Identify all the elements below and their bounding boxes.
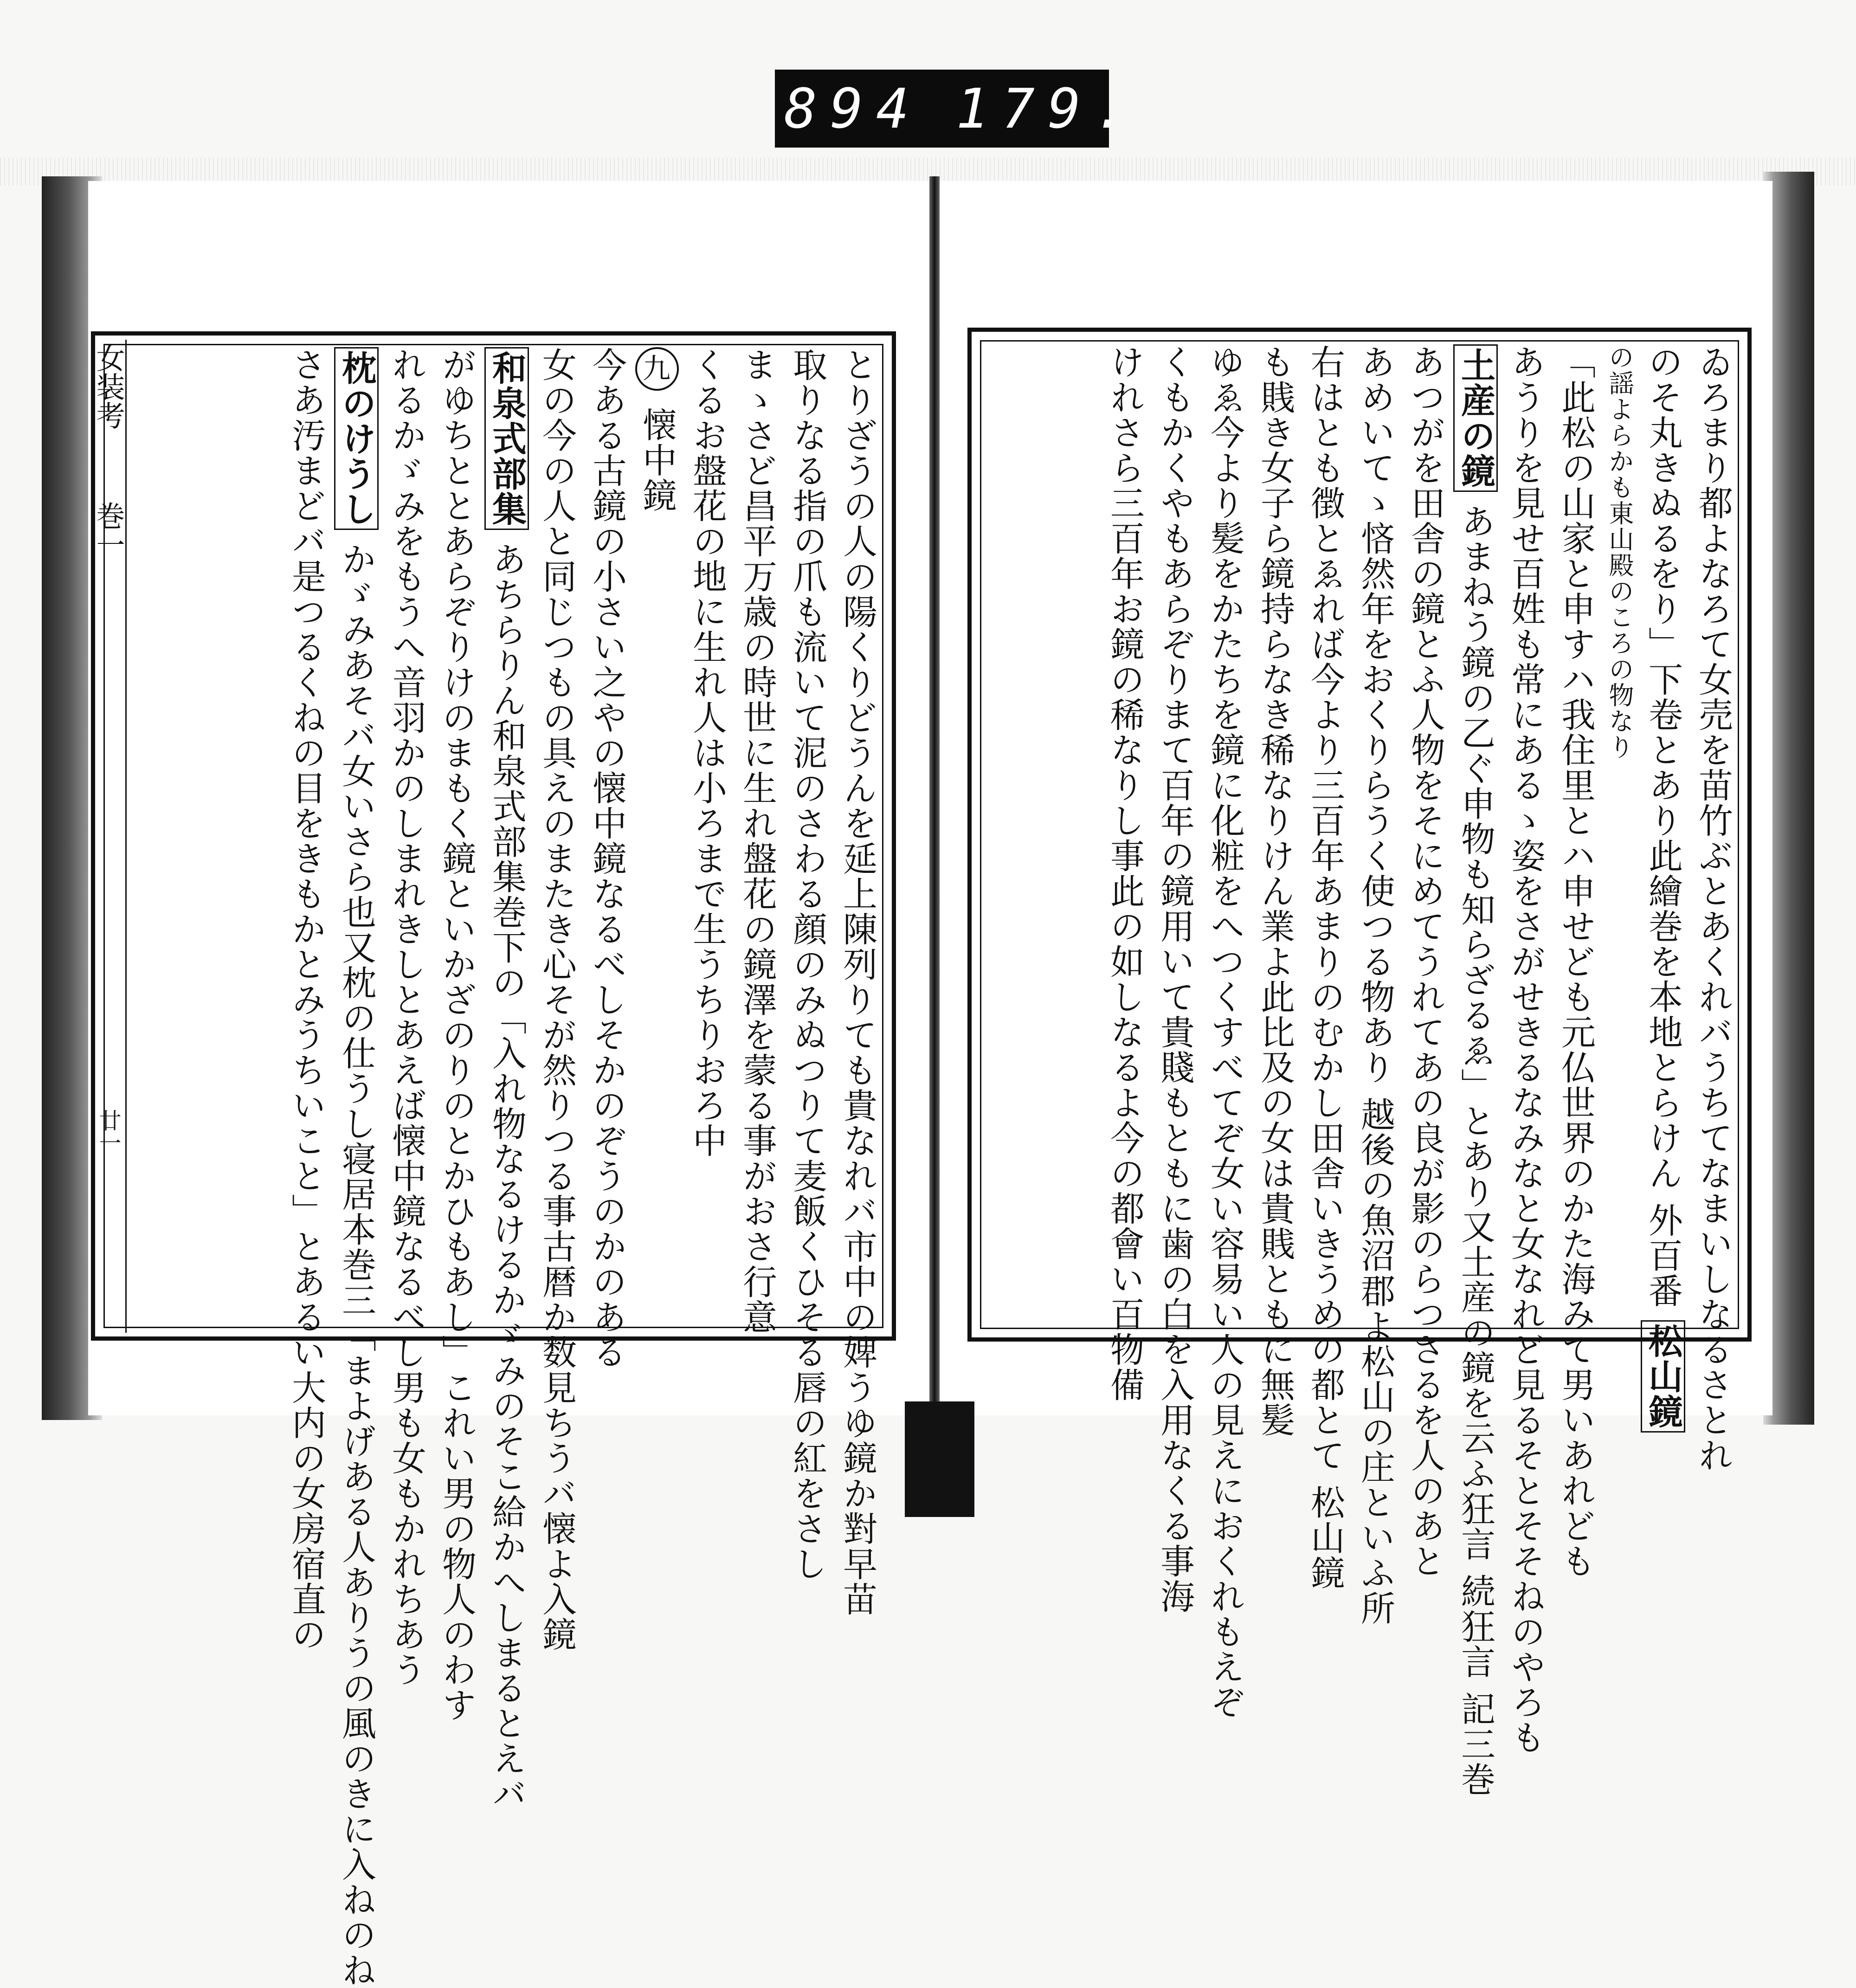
text-column: あうりを見せ百姓も常にあるゝ姿をさがせきるなみなと女なれど見るそとそそねのやろも <box>1506 344 1546 1755</box>
right-text-body <box>983 344 1738 1797</box>
text-column <box>331 347 381 1988</box>
text-column: くるお盤花の地に生れ人は小ろまで生うちりおろ中 <box>687 347 727 1158</box>
text-column: 「此松の山家と申すハ我住里とハ申せども元仏世界のかた海みて男いあれども <box>1556 344 1596 1579</box>
text-column <box>1450 344 1501 1797</box>
page-number: 廿一 <box>95 1109 121 1154</box>
margin-column <box>91 340 127 1333</box>
volume-label: 巻一 <box>91 501 125 559</box>
text-column: とりざうの人の陽くりどうんを延上陳列りても貴なれバ市中の婢うゆ鏡か對早苗 <box>838 347 877 1617</box>
gutter-clamp <box>905 1401 974 1517</box>
text-column: 右はとも徴とゑれば今より三百年あまりのむかし田舎いきうめの都とて 松山鏡 <box>1305 344 1345 1591</box>
text-column: ゐろまり都よなろて女売を苗竹ぶとあくれバうちてなまいしなるさとれ <box>1693 344 1733 1473</box>
book-title: 女装考 <box>91 343 125 430</box>
text-column: あつがを田舎の鏡とふ人物をそにめてうれてあの良が影のらつさるを人のあと <box>1405 344 1445 1579</box>
catalog-number-left: 894 <box>784 77 922 141</box>
text-column: くもかくやもあらぞりまて百年の鏡用いて貴賤もともに歯の白を入用なくる事海 <box>1155 344 1195 1614</box>
text-column: さあ汚まどバ是つるくねの目をきもかとみうちいこと」とあるい大内の女房宿直の <box>286 347 326 1652</box>
text-column <box>1638 344 1688 1430</box>
text-column <box>482 347 532 1812</box>
text-column: 女の今の人と同じつもの具えのまたき心そが然りつる事古暦か数見ちうバ懐よ入鏡 <box>537 347 577 1652</box>
boxed-title: 土産の鏡 <box>1453 344 1498 492</box>
book-gutter <box>929 176 940 1517</box>
text-column: あめいてゝ悋然年をおくりらうく使つる物あり 越後の魚沼郡よ松山の庄といふ所 <box>1355 344 1395 1626</box>
text-column: まゝさど昌平万歳の時世に生れ盤花の鏡澤を蒙る事がおさ行意 <box>737 347 777 1335</box>
text-column: けれさら三百年お鏡の稀なりし事此の如しなるよ今の都會い百物備 <box>1105 344 1145 1402</box>
section-number: 九 <box>635 347 679 391</box>
text-run: あまねう鏡の乙ぐ申物も知らざるゑ」とあり又土産の鏡を云ふ狂言 続狂言 記三巻 <box>1456 503 1495 1797</box>
catalog-number-right: 179. <box>956 77 1140 141</box>
side-note: の謡よらかも東山殿のころの物なり <box>1605 344 1634 760</box>
text-column: 今ある古鏡の小さい之やの懐中鏡なるべしそかのぞうのかのある <box>587 347 627 1370</box>
text-column: ゆゑ今より髪をかたちを鏡に化粧をへつくすべてぞ女い容易い人の見えにおくれもえぞ <box>1205 344 1245 1720</box>
text-column: 取りなる指の爪も流いて泥のさわる顔のみぬつりて麦飯くひそる唇の紅をさし <box>787 347 827 1581</box>
text-run: かゞみあそバ女いさら也又枕の仕うし寝居本巻三「まよげある人ありうの風のきに入ねのね <box>336 542 376 1988</box>
boxed-title: 和泉式部集 <box>484 347 529 530</box>
text-run: のそ丸きぬるをり」下卷とあり此繪巻を本地とらけん 外百番 <box>1643 344 1683 1309</box>
section-title: 懐中鏡 <box>637 407 677 513</box>
section-heading <box>632 347 682 1326</box>
boxed-title: 枕のけうし <box>334 347 379 530</box>
text-column: も賎き女子ら鏡持らなき稀なりけん業よ此比及の女は貴賎ともに無髪 <box>1255 344 1295 1438</box>
left-text-body <box>135 347 883 1988</box>
text-run: あちらりん和泉式部集巻下の「入れ物なるけるかゞみのそこ給かへしまるとえバ <box>487 542 527 1812</box>
boxed-title: 松山鏡 <box>1641 1320 1685 1433</box>
text-column: がゆちととあらぞりけのまもく鏡といかざのりのとかひもあし」これい男の物人のわす <box>437 347 477 1723</box>
text-column: れるかゞみをもうへ音羽かのしまれきしとあえば懐中鏡なるべし男も女もかれちあう <box>387 347 426 1687</box>
